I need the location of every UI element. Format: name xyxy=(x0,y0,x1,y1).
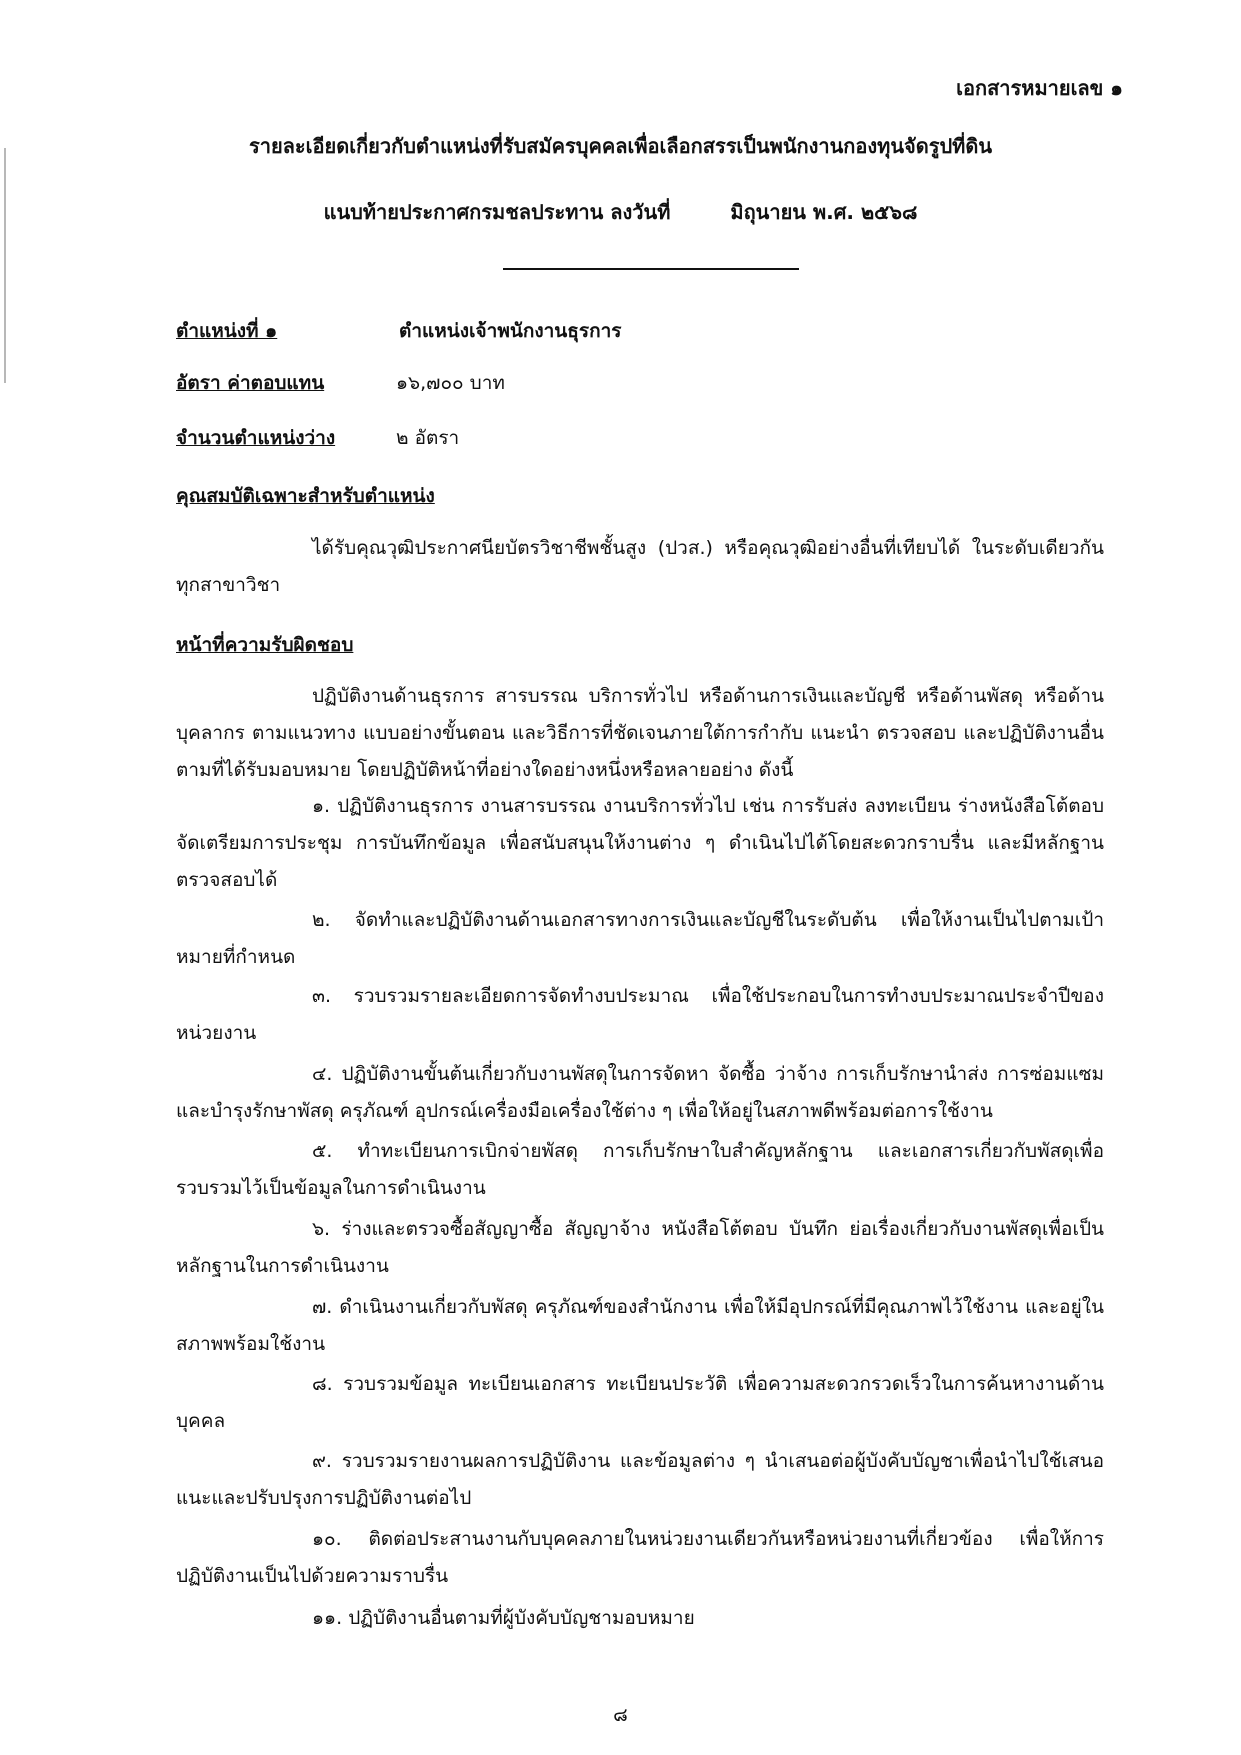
position-value: ตำแหน่งเจ้าพนักงานธุรการ xyxy=(399,320,622,342)
subtitle-right: มิถุนายน พ.ศ. ๒๕๖๘ xyxy=(730,200,918,224)
document-number: เอกสารหมายเลข ๑ xyxy=(956,76,1123,100)
title-divider xyxy=(503,268,799,270)
salary-label: อัตรา ค่าตอบแทน xyxy=(176,372,325,394)
qualification-heading: คุณสมบัติเฉพาะสำหรับตำแหน่ง xyxy=(176,485,435,507)
duty-item-8: ๘. รวบรวมข้อมูล ทะเบียนเอกสาร ทะเบียนประวัติ เพื่อความสะดวกรวดเร็วในการค้นหางานด้านบุคคล xyxy=(176,1373,1104,1432)
duty-item-1: ๑. ปฏิบัติงานธุรการ งานสารบรรณ งานบริการทั่วไป เช่น การรับส่ง ลงทะเบียน ร่างหนังสือโต้ตอบ จัดเตรียมการประชุม การบันทึกข้อมูล เพื่อสนับสนุนให้งานต่าง ๆ ดำเนินไปได้โดยสะดวกราบรื่น และมีหลักฐานตรวจสอบได้ xyxy=(176,795,1104,891)
page-number: ๘ xyxy=(613,1704,628,1726)
vacancy-label: จำนวนตำแหน่งว่าง xyxy=(176,427,336,449)
document-title: รายละเอียดเกี่ยวกับตำแหน่งที่รับสมัครบุคคลเพื่อเลือกสรรเป็นพนักงานกองทุนจัดรูปที่ดิน xyxy=(248,134,993,158)
salary-value: ๑๖,๗๐๐ บาท xyxy=(396,372,505,394)
position-label: ตำแหน่งที่ ๑ xyxy=(176,320,278,342)
subtitle-left: แนบท้ายประกาศกรมชลประทาน ลงวันที่ xyxy=(323,200,671,224)
duty-item-4: ๔. ปฏิบัติงานขั้นต้นเกี่ยวกับงานพัสดุในการจัดหา จัดซื้อ ว่าจ้าง การเก็บรักษานำส่ง การซ่อมแซมและบำรุงรักษาพัสดุ ครุภัณฑ์ อุปกรณ์เครื่องมือเครื่องใช้ต่าง ๆ เพื่อให้อยู่ในสภาพดีพร้อมต่อการใช้งาน xyxy=(176,1063,1104,1122)
duty-item-6: ๖. ร่างและตรวจซื้อสัญญาซื้อ สัญญาจ้าง หนังสือโต้ตอบ บันทึก ย่อเรื่องเกี่ยวกับงานพัสดุเพื่อเป็นหลักฐานในการดำเนินงาน xyxy=(176,1218,1104,1277)
duty-item-11: ๑๑. ปฏิบัติงานอื่นตามที่ผู้บังคับบัญชามอบหมาย xyxy=(312,1607,695,1629)
duty-item-3: ๓. รวบรวมรายละเอียดการจัดทำงบประมาณ เพื่อใช้ประกอบในการทำงบประมาณประจำปีของหน่วยงาน xyxy=(176,985,1104,1044)
qualification-text: ได้รับคุณวุฒิประกาศนียบัตรวิชาชีพชั้นสูง (ปวส.) หรือคุณวุฒิอย่างอื่นที่เทียบได้ ในระดับเดียวกันทุกสาขาวิชา xyxy=(176,537,1104,596)
margin-line xyxy=(4,148,6,383)
duty-item-7: ๗. ดำเนินงานเกี่ยวกับพัสดุ ครุภัณฑ์ของสำนักงาน เพื่อให้มีอุปกรณ์ที่มีคุณภาพไว้ใช้งาน และอยู่ในสภาพพร้อมใช้งาน xyxy=(176,1296,1104,1355)
duty-item-9: ๙. รวบรวมรายงานผลการปฏิบัติงาน และข้อมูลต่าง ๆ นำเสนอต่อผู้บังคับบัญชาเพื่อนำไปใช้เสนอแนะและปรับปรุงการปฏิบัติงานต่อไป xyxy=(176,1450,1104,1509)
duty-item-2: ๒. จัดทำและปฏิบัติงานด้านเอกสารทางการเงินและบัญชีในระดับต้น เพื่อให้งานเป็นไปตามเป้าหมายที่กำหนด xyxy=(176,909,1104,968)
duty-item-5: ๕. ทำทะเบียนการเบิกจ่ายพัสดุ การเก็บรักษาใบสำคัญหลักฐาน และเอกสารเกี่ยวกับพัสดุเพื่อรวบรวมไว้เป็นข้อมูลในการดำเนินงาน xyxy=(176,1140,1104,1199)
duty-item-10: ๑๐. ติดต่อประสานงานกับบุคคลภายในหน่วยงานเดียวกันหรือหน่วยงานที่เกี่ยวข้อง เพื่อให้การปฏิบัติงานเป็นไปด้วยความราบรื่น xyxy=(176,1528,1104,1587)
duties-intro: ปฏิบัติงานด้านธุรการ สารบรรณ บริการทั่วไป หรือด้านการเงินและบัญชี หรือด้านพัสดุ หรือด้านบุคลากร ตามแนวทาง แบบอย่างขั้นตอน และวิธีการที่ชัดเจนภายใต้การกำกับ แนะนำ ตรวจสอบ และปฏิบัติงานอื่นตามที่ได้รับมอบหมาย โดยปฏิบัติหน้าที่อย่างใดอย่างหนึ่งหรือหลายอย่าง ดังนี้ xyxy=(176,685,1104,781)
duties-heading: หน้าที่ความรับผิดชอบ xyxy=(176,634,354,656)
vacancy-value: ๒ อัตรา xyxy=(396,427,460,449)
document-subtitle xyxy=(0,196,1241,228)
